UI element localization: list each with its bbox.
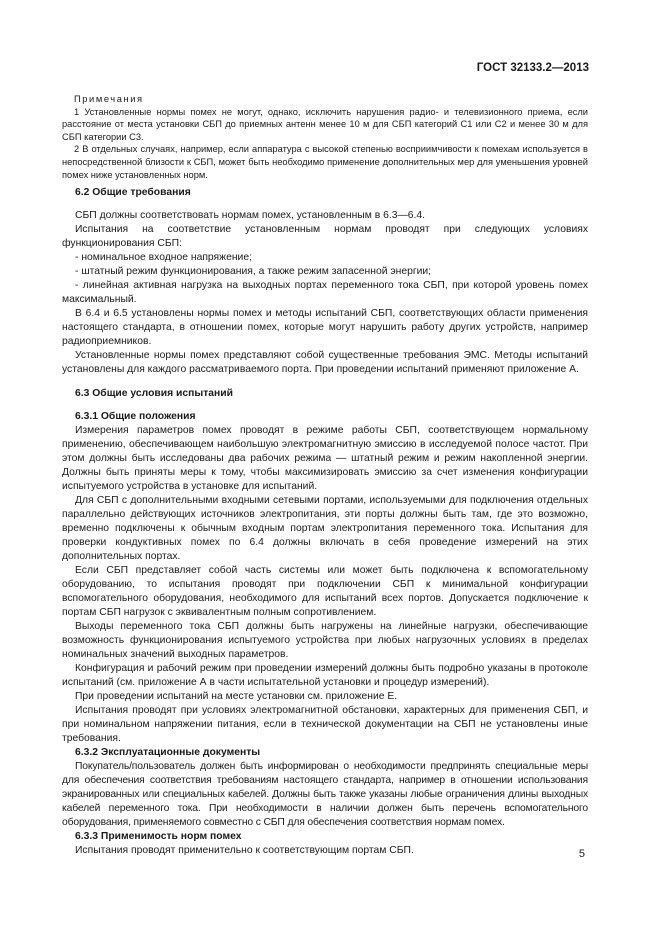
section-6-2-heading: 6.2 Общие требования <box>75 187 191 198</box>
section-6-2-paragraph: СБП должны соответствовать нормам помех, установленным в 6.3—6.4. <box>75 210 426 221</box>
subsection-6-3-3-heading: 6.3.3 Применимость норм помех <box>75 831 242 842</box>
subsection-paragraph: При проведении испытаний на месте установки см. приложение Е. <box>75 691 398 702</box>
subsection-paragraph: Испытания проводят при условиях электромагнитной обстановки, характерных для применения СБП, и при номинальном напряжении питания, если в технической документации на СБП не установлены иные требования. <box>62 705 588 744</box>
subsection-paragraph: Испытания проводят применительно к соответствующим портам СБП. <box>75 845 414 856</box>
note-2: 2 В отдельных случаях, например, если аппаратура с высокой степенью восприимчивости к помехам используется в непосредственной близости к СБП, может быть необходимо применение дополнительных мер для уменьшения уровней помех ниже установленных норм. <box>62 144 588 180</box>
subsection-paragraph: Для СБП с дополнительными входными сетевыми портами, используемыми для подключения отдельных параллельно действующих источников электропитания, эти порты должны быть там, где это возможно, временно подключены к обычным входным портам электропитания переменного тока. Испытания для проверки кондуктивных помех по 6.4 должны включать в себя проведение измерений на этих дополнительных портах. <box>62 495 588 562</box>
notes-label: Примечания <box>74 94 144 104</box>
note-1: 1 Установленные нормы помех не могут, однако, исключить нарушения радио- и телевизионного приема, если расстояние от места установки СБП до приемных антенн менее 10 м для СБП категорий С1 или С2 и менее 30 м для СБП категории С3. <box>62 106 588 142</box>
list-item: - линейная активная нагрузка на выходных портах переменного тока СБП, при которой уровень помех максимальный. <box>62 280 588 305</box>
page-number: 5 <box>578 848 585 860</box>
main-text <box>62 186 588 858</box>
subsection-paragraph: Выходы переменного тока СБП должны быть нагружены на линейные нагрузки, обеспечивающие возможность функционирования испытуемого устройства при любых нагрузочных условиях в пределах номинальных значений выходных параметров. <box>62 621 588 660</box>
subsection-paragraph: Конфигурация и рабочий режим при проведении измерений должны быть подробно указаны в протоколе испытаний (см. приложение А в части испытательной установки и процедур измерений). <box>62 663 588 688</box>
subsection-paragraph: Если СБП представляет собой часть системы или может быть подключена к вспомогательному оборудованию, то испытания проводят при подключении СБП к минимальной конфигурации вспомогательного оборудования, необходимого для испытаний всех портов. Допускается подключение к портам СБП нагрузок с эквивалентным полным сопротивлением. <box>62 565 588 618</box>
subsection-6-3-1-heading: 6.3.1 Общие положения <box>75 411 196 422</box>
list-item: - штатный режим функционирования, а также режим запасенной энергии; <box>75 266 432 277</box>
section-6-3-heading: 6.3 Общие условия испытаний <box>75 388 234 399</box>
section-6-2-paragraph: В 6.4 и 6.5 установлены нормы помех и методы испытаний СБП, соответствующих области применения настоящего стандарта, в отношении помех, которые могут нарушить работу других устройств, например радиоприемников. <box>62 308 588 347</box>
standard-id: ГОСТ 32133.2—2013 <box>476 62 589 74</box>
list-item: - номинальное входное напряжение; <box>75 252 252 263</box>
section-6-2-paragraph: Испытания на соответствие установленным нормам проводят при следующих условиях функционирования СБП: <box>62 224 588 249</box>
notes-block <box>62 93 588 181</box>
section-6-2-paragraph: Установленные нормы помех представляют собой существенные требования ЭМС. Методы испытаний установлены для каждого рассматриваемого порта. При проведении испытаний применяют приложение А. <box>62 350 588 375</box>
subsection-6-3-2-heading: 6.3.2 Эксплуатационные документы <box>75 747 261 758</box>
subsection-paragraph: Покупатель/пользователь должен быть информирован о необходимости предпринять специальные меры для обеспечения соответствия требованиям настоящего стандарта, например в отношении использования экранированных или специальных кабелей. Должны быть также указаны любые ограничения длины выходных кабелей переменного тока. При необходимости в наличии должен быть перечень вспомогательного оборудования, применяемого совместно с СБП для обеспечения соответствия нормам помех. <box>62 761 588 828</box>
subsection-paragraph: Измерения параметров помех проводят в режиме работы СБП, соответствующем нормальному применению, обеспечивающем наибольшую электромагнитную эмиссию в исследуемой полосе частот. При этом должны быть исследованы два рабочих режима — штатный режим и режим накопленной энергии. Должны быть приняты меры к тому, чтобы максимизировать эмиссию за счет изменения конфигурации испытуемого устройства в установке для испытаний. <box>62 425 588 492</box>
